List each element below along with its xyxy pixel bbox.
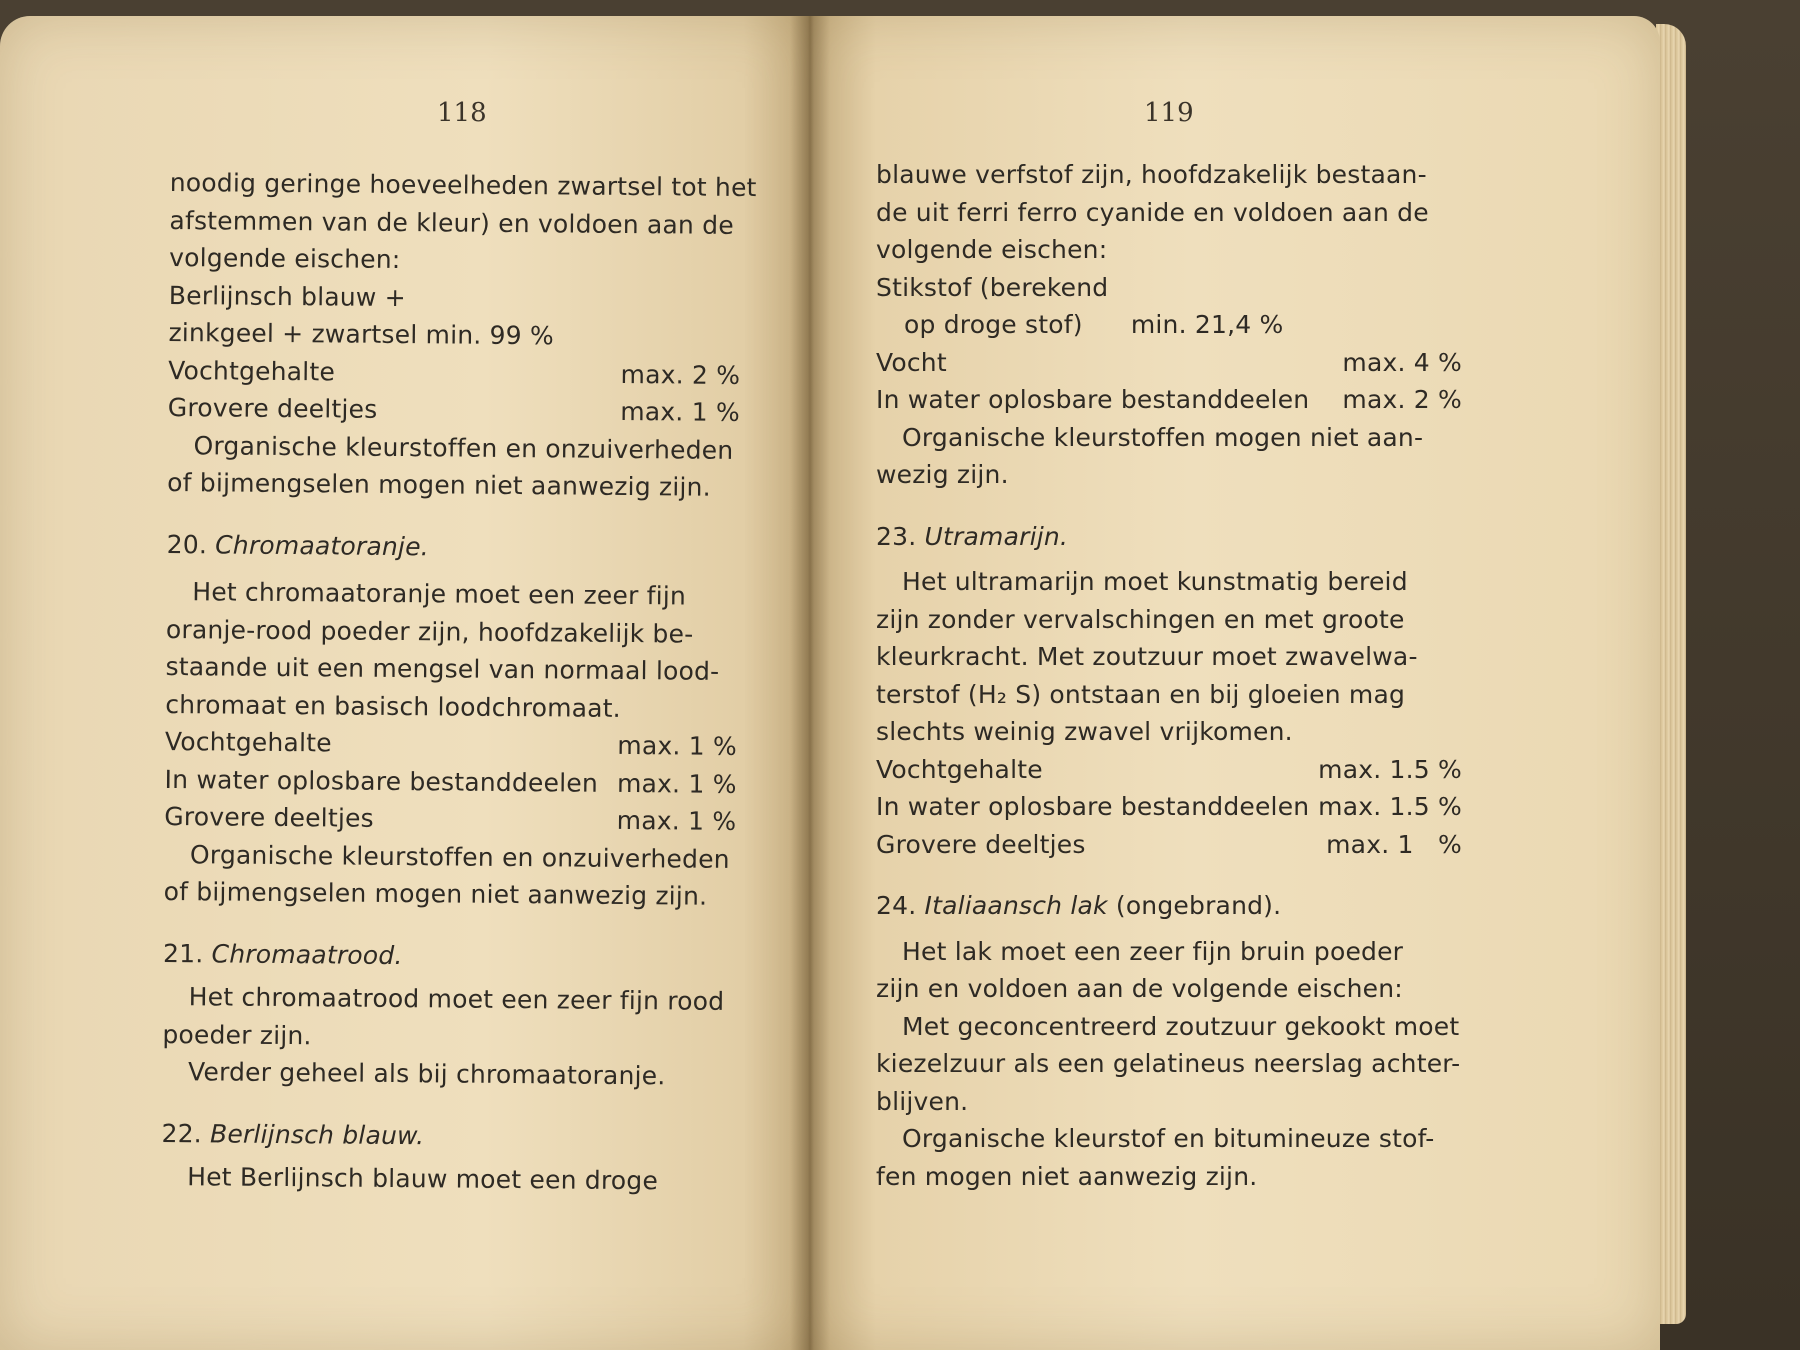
left-page-number: 118 [437, 98, 487, 128]
text-line: terstof (H₂ S) ontstaan en bij gloeien mag [876, 679, 1406, 709]
spec-label: Vochtgehalte [168, 355, 336, 386]
spec-row [876, 751, 1468, 789]
spec-row [165, 723, 743, 766]
text-line: zijn zonder vervalschingen en met groote [876, 604, 1405, 634]
text-line: Het Berlijnsch blauw moet een droge [187, 1162, 659, 1196]
text-line: Het ultramarijn moet kunstmatig bereid [902, 567, 1408, 596]
spec-label: Vochtgehalte [876, 754, 1043, 784]
spec-row [876, 381, 1468, 419]
spec-value: max. 1 % [616, 768, 737, 799]
text-line: Het chromaatoranje moet een zeer fijn [192, 577, 687, 611]
text-line: kiezelzuur als een gelatineus neerslag achter- [876, 1049, 1461, 1078]
spec-label: Vochtgehalte [164, 726, 332, 758]
section-number: 21. [162, 938, 204, 968]
book-gutter [790, 16, 830, 1350]
text-line: zinkgeel + zwartsel min. 99 % [168, 317, 555, 351]
text-line: wezig zijn. [876, 460, 1009, 489]
spec-label: In water oplosbare bestanddeelen [876, 385, 1310, 414]
text-line: kleurkracht. Met zoutzuur moet zwavelwa- [876, 642, 1418, 671]
stikstof-spec [876, 306, 1468, 344]
right-page [808, 16, 1660, 1350]
section-title: Chromaatrood. [211, 938, 403, 970]
spec-label: Vocht [876, 347, 947, 377]
left-page [0, 16, 808, 1350]
text-line: de uit ferri ferro cyanide en voldoen aan de [876, 197, 1429, 227]
text-line: noodig geringe hoeveelheden zwartsel tot het [169, 167, 757, 203]
spec-label: In water oplosbare bestanddeelen [164, 764, 599, 798]
page-stack-edge [1656, 24, 1686, 1324]
spec-label: In water oplosbare bestanddeelen [876, 792, 1310, 821]
text-line: volgende eischen: [169, 242, 401, 275]
spec-row [876, 344, 1468, 382]
text-line: of bijmengselen mogen niet aanwezig zijn. [167, 467, 711, 502]
spec-row [168, 389, 746, 432]
text-line: Organische kleurstof en bitumineuze stof- [902, 1124, 1435, 1153]
text-line: blauwe verfstof zijn, hoofdzakelijk bestaan- [876, 160, 1427, 189]
spec-value: max. 1 % [616, 805, 737, 836]
section-title-suffix: (ongebrand). [1115, 891, 1282, 920]
section-number: 22. [161, 1118, 203, 1148]
text-line: slechts weinig zwavel vrijkomen. [876, 717, 1293, 746]
text-line: zijn en voldoen aan de volgende eischen: [876, 974, 1403, 1003]
spec-label: Grovere deeltjes [167, 392, 378, 424]
section-heading-22 [161, 1114, 739, 1157]
spec-row [164, 760, 742, 803]
section-title: Chromaatoranje. [215, 529, 430, 561]
right-page-text [876, 156, 1468, 1195]
right-page-number: 119 [1144, 98, 1194, 128]
text-line: Organische kleurstoffen en onzuiverheden [193, 430, 734, 465]
text-line: Berlijnsch blauw + [168, 280, 406, 312]
left-page-text [161, 164, 757, 1201]
section-heading-23 [876, 518, 1468, 556]
text-line: Verder geheel als bij chromaatoranje. [187, 1057, 666, 1091]
spec-row [876, 788, 1468, 826]
text-line: Stikstof (berekend [876, 272, 1109, 302]
spec-label: Grovere deeltjes [876, 829, 1086, 859]
text-line: afstemmen van de kleur) en voldoen aan de [169, 205, 734, 240]
section-heading-20 [167, 525, 745, 568]
text-line: volgende eischen: [876, 235, 1108, 264]
text-line: poeder zijn. [162, 1019, 312, 1050]
text-line: chromaat en basisch loodchromaat. [165, 689, 622, 723]
text-line: blijven. [876, 1086, 969, 1116]
text-line: fen mogen niet aanwezig zijn. [876, 1161, 1258, 1191]
spec-label: Grovere deeltjes [164, 801, 374, 833]
spec-row [876, 826, 1468, 864]
spec-value: max. 1.5 % [1318, 754, 1462, 784]
spec-value: min. 21,4 % [1130, 310, 1284, 339]
spec-value: max. 1 % [617, 730, 738, 761]
section-heading-24 [876, 887, 1468, 925]
spec-value: max. 1 % [1326, 829, 1462, 859]
text-line: Met geconcentreerd zoutzuur gekookt moet [902, 1011, 1460, 1041]
text-line: oranje-rood poeder zijn, hoofdzakelijk be- [165, 614, 694, 649]
text-line: staande uit een mengsel van normaal lood- [165, 651, 720, 686]
spec-value: max. 1 % [620, 396, 740, 427]
section-title: Berlijnsch blauw. [209, 1118, 425, 1150]
spec-row [168, 351, 746, 394]
spec-value: max. 2 % [1342, 385, 1462, 414]
section-number: 24. [876, 891, 917, 920]
section-title: Italiaansch lak [924, 891, 1108, 920]
section-number: 20. [166, 529, 208, 559]
text-line: of bijmengselen mogen niet aanwezig zijn. [163, 876, 708, 911]
text-line: Het chromaatrood moet een zeer fijn rood [188, 982, 725, 1016]
text-line: Organische kleurstoffen mogen niet aan- [902, 422, 1424, 452]
section-heading-21 [163, 934, 741, 977]
spec-value: max. 1.5 % [1318, 792, 1462, 821]
spec-value: max. 2 % [620, 359, 741, 390]
spec-value: max. 4 % [1342, 347, 1462, 377]
text-line: Organische kleurstoffen en onzuiverheden [189, 839, 730, 874]
section-number: 23. [876, 521, 917, 551]
spec-label: op droge stof) [904, 310, 1083, 339]
text-line: Het lak moet een zeer fijn bruin poeder [902, 936, 1404, 966]
section-title: Utramarijn. [924, 521, 1069, 551]
spec-row [164, 798, 742, 841]
